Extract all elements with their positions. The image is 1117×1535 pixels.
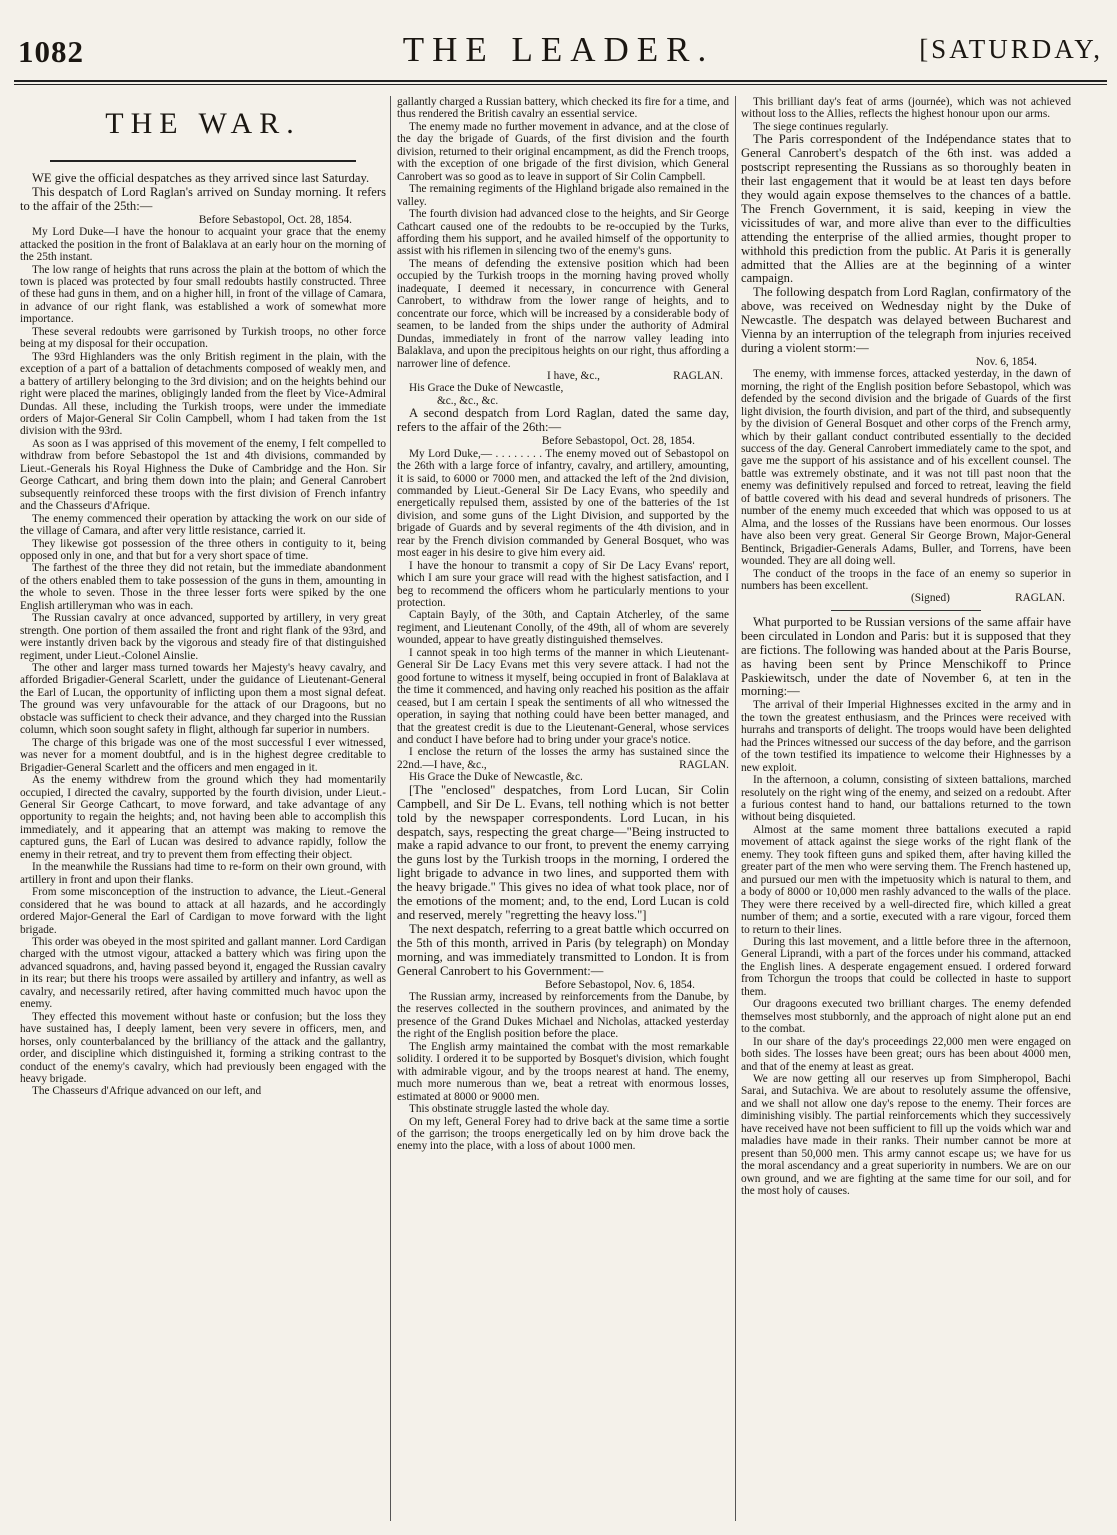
paragraph: The other and larger mass turned towards her Majesty's heavy cavalry, and afforded Brigadier-General Scarlett, under the guidance of Lieutenant-General the Earl of Lucan, the opportunity of inflicting upon them a most signal defeat. The ground was very unfavourable for the attack of our Dragoons, but no obstacle was sufficient to check their advance, and they charged into the Russian column, which soon sought safety in flight, although far superior in numbers. <box>20 662 386 737</box>
paragraph: The remaining regiments of the Highland brigade also remained in the valley. <box>397 183 729 208</box>
paragraph: This obstinate struggle lasted the whole day. <box>409 1103 610 1116</box>
sign-off: I have, &c., <box>547 369 601 382</box>
signed-label: (Signed) <box>911 592 950 605</box>
newspaper-title: THE LEADER. <box>402 30 715 69</box>
paragraph: The means of defending the extensive position which had been occupied by the Turkish troops in the morning having proved wholly inadequate, I deemed it necessary, in concurrence with General Canrobert, to withdraw from the lower range of heights, and to concentrate our force, which will be increased by a considerable body of seamen, to be landed from the ships under the authority of Admiral Dundas, immediately in front of the narrow valley leading into Balaklava, and upon the precipitous heights on our right, thus affording a narrower line of defence. <box>397 257 729 370</box>
issue-day: [SATURDAY, <box>919 34 1103 64</box>
paragraph: In the meanwhile the Russians had time to re-form on their own ground, with artillery in front and upon their flanks. <box>20 861 386 886</box>
paragraph: The Russian cavalry at once advanced, supported by artillery, in very great strength. One portion of them assailed the front and right flank of the 93rd, and were instantly driven back by the vigorous and steady fire of that distinguished regiment, under Lieut.-Colonel Ainslie. <box>20 612 386 662</box>
paragraph <box>397 746 729 771</box>
paragraph: The Paris correspondent of the Indépendance states that to General Canrobert's despatch of the 6th inst. was added a postscript representing the Russians as so thoroughly beaten in their last engagement that it would be at least ten days before they would again expose themselves to the chances of a battle. The French Government, it is said, keeping in view the vicissitudes of war, and more alive than ever to the difficulties attending the enterprise of the allied armies, thought proper to withhold this prediction from the public. At Paris it is generally admitted that the Allies are at the beginning of a winter campaign. <box>741 132 1071 286</box>
paragraph: What purported to be Russian versions of the same affair have been circulated in London and Paris: but it is supposed that they are fictions. The following was handed about at the Paris Bourse, as having been sent by Prince Menschikoff to Prince Paskiewitsch, under the date of November 6, at ten in the morning:— <box>741 614 1071 699</box>
addressee: His Grace the Duke of Newcastle, &c. <box>409 771 583 784</box>
paragraph: The farthest of the three they did not retain, but the immediate abandonment of the others enabled them to take possession of the guns in them, amounting in the whole to seven. Those in the three lesser forts were spiked by the one English artilleryman who was in each. <box>20 562 386 612</box>
paragraph: gallantly charged a Russian battery, which checked its fire for a time, and thus rendered the British cavalry an essential service. <box>397 96 729 121</box>
paragraph: WE give the official despatches as they arrived since last Saturday. <box>32 171 370 185</box>
dateline: Before Sebastopol, Nov. 6, 1854. <box>545 978 695 991</box>
paragraph: The enemy, with immense forces, attacked yesterday, in the dawn of morning, the right of the English position before Sebastopol, which was defended by the second division and the brigade of Guards of the first light division, the fourth division, and part of the third, and subsequently by the division of General Bosquet and other corps of the French army, which by their gallant conduct contributed essentially to the decided success of the day. General Canrobert immediately came to the spot, and gave me the support of his assistance and of his excellent counsel. The battle was extremely obstinate, and it was not till past noon that the enemy was definitively repulsed and forced to retreat, leaving the field of battle covered with his dead and several hundreds of prisoners. The number of the enemy much exceeded that which was opposed to us at Alma, and the losses of the Russians have been enormous. Our losses have also been very great. General Sir George Brown, Major-General Bentinck, Brigadier-Generals Adams, Buller, and Torrens, have been wounded. They are all doing well. <box>741 368 1071 568</box>
paragraph: The 93rd Highlanders was the only British regiment in the plain, with the exception of a part of a battalion of detachments composed of weakly men, and a battery of artillery belonging to the 3rd division; and on the heights behind our right were placed the marines, obligingly landed from the fleet by Vice-Admiral Dundas. All these, including the Turkish troops, were under the immediate orders of Major-General Sir Colin Campbell, whom I had taken from the 1st division with the 93rd. <box>20 350 386 438</box>
paragraph: The enemy commenced their operation by attacking the work on our side of the village of Camara, and after very little resistance, carried it. <box>20 512 386 538</box>
dateline: Before Sebastopol, Oct. 28, 1854. <box>541 435 695 448</box>
section-separator <box>831 610 981 611</box>
paragraph: The siege continues regularly. <box>753 120 889 133</box>
column-2 <box>397 96 729 1153</box>
heading-rule <box>50 160 356 162</box>
paragraph: Our dragoons executed two brilliant charges. The enemy defended themselves most stubbornly, and the approach of night alone put an end to the combat. <box>741 998 1071 1036</box>
paragraph: The following despatch from Lord Raglan, confirmatory of the above, was received on Wednesday night by the Duke of Newcastle. The despatch was delayed between Bucharest and Vienna by an interruption of the telegraph from injuries received during a violent storm:— <box>741 285 1071 355</box>
paragraph: The conduct of the troops in the face of an enemy so superior in numbers has been excellent. <box>741 567 1071 593</box>
paragraph: The Chasseurs d'Afrique advanced on our left, and <box>32 1085 262 1098</box>
paragraph: The Russian army, increased by reinforcements from the Danube, by the reserves collected in the southern provinces, and animated by the presence of the Grand Dukes Michael and Nicholas, attacked yesterday the right of the English position before the place. <box>397 990 729 1041</box>
signature-line <box>741 592 1071 604</box>
paragraph: The fourth division had advanced close to the heights, and Sir George Cathcart caused one of the redoubts to be re-occupied by the Turks, affording them his support, and he availed himself of the opportunity to assist with his riflemen in silencing two of the enemy's guns. <box>397 208 729 258</box>
paragraph: This order was obeyed in the most spirited and gallant manner. Lord Cardigan charged with the utmost vigour, attacked a battery which was firing upon the advanced squadrons, and, having passed beyond it, engaged the Russian cavalry in its rear; but there his troops were assailed by artillery and infantry, as well as cavalry, and necessarily retired, after having committed much havoc upon the enemy. <box>20 936 386 1011</box>
signature-line <box>397 370 729 382</box>
masthead <box>0 0 1117 84</box>
paragraph: In our share of the day's proceedings 22,000 men were engaged on both sides. The losses have been great; ours has been about 4000 men, and that of the enemy at least as great. <box>741 1035 1071 1073</box>
paragraph: My Lord Duke—I have the honour to acquaint your grace that the enemy attacked the position in the front of Balaklava at an early hour on the morning of the 25th instant. <box>20 226 386 264</box>
masthead-rule <box>14 80 1107 82</box>
paragraph: As the enemy withdrew from the ground which they had momentarily occupied, I directed the cavalry, supported by the fourth division, under Lieut.-General Sir George Cathcart, to move forward, and take advantage of any opportunity to regain the heights; and, not having been able to accomplish this immediately, and it appearing that an attempt was making to remove the captured guns, the Earl of Lucan was desired to advance rapidly, follow the enemy in their retreat, and try to prevent them from effecting their object. <box>20 774 386 861</box>
column-3 <box>741 96 1071 1197</box>
paragraph: A second despatch from Lord Raglan, dated the same day, refers to the affair of the 26th:— <box>397 406 729 435</box>
addressee: His Grace the Duke of Newcastle, <box>409 382 564 395</box>
signature: RAGLAN. <box>673 369 723 382</box>
paragraph: The next despatch, referring to a great battle which occurred on the 5th of this month, arrived in Paris (by telegraph) on Monday morning, and was immediately transmitted to London. It is from General Canrobert to his Government:— <box>397 921 729 978</box>
paragraph: During this last movement, and a little before three in the afternoon, General Liprandi, with a part of the forces under his command, attacked the English lines. A desperate engagement ensued. I ordered forward from Tchorgun the troops that could be collected in haste to support them. <box>741 935 1071 998</box>
paragraph: [The "enclosed" despatches, from Lord Lucan, Sir Colin Campbell, and Sir De L. Evans, tell nothing which is not better told by the newspaper correspondents. Lord Lucan, in his despatch, says, respecting the great charge—"Being instructed to make a rapid advance to our front, to prevent the enemy carrying the guns lost by the Turkish troops in the morning, I ordered the light brigade to advance in two lines, and supported them with the heavy brigade." This gives no idea of what took place, nor of the emotions of the moment; and, to the end, Lord Lucan is cold and reserved, merely "regretting the heavy loss."] <box>397 782 729 922</box>
paragraph: The enemy made no further movement in advance, and at the close of the day the brigade of Guards, of the first division and the fourth division, returned to their original encampment, as did the French troops, with the exception of one brigade of the first division, which General Canrobert was so good as to leave in support of Sir Colin Campbell. <box>397 120 729 183</box>
paragraph-text: I enclose the return of the losses the army has sustained since the 22nd.—I have, &c., <box>397 746 729 771</box>
masthead-rule-thin <box>14 84 1107 85</box>
signature: RAGLAN. <box>1015 592 1065 605</box>
paragraph: This brilliant day's feat of arms (journée), which was not achieved without loss to the Allies, reflects the highest honour upon our arms. <box>741 96 1071 121</box>
paragraph: We are now getting all our reserves up from Simpheropol, Bachi Sarai, and Sutachiva. We are about to resolutely assume the offensive, and we shall not allow one day's repose to the enemy. Their forces are diminishing visibly. The partial reinforcements which they successively have received have not been sufficient to fill up the voids which war and maladies have made in their ranks. Their number cannot be more at present than 50,000 men. This army cannot escape us; we have for us the moral ascendancy and a great superiority in numbers. We are on our own ground, and we are fighting at the same time for our soil, and for the most holy of causes. <box>741 1072 1071 1198</box>
paragraph: The English army maintained the combat with the most remarkable solidity. I ordered it to be supported by Bosquet's division, which fought with admirable vigour, and by the troops nearest at hand. The enemy, much more numerous than we, beat a retreat with enormous losses, estimated at 8000 or 9000 men. <box>397 1040 729 1103</box>
paragraph: I cannot speak in too high terms of the manner in which Lieutenant-General Sir De Lacy Evans met this very severe attack. I had not the good fortune to witness it myself, being occupied in front of Balaklava at the time it commenced, and having only reached his position as the affair ceased, but I am certain I speak the sentiments of all who witnessed the operation, in saying that nothing could have been better managed, and that the greatest credit is due to the Lieutenant-General, whose services and conduct I have before had to bring under your grace's notice. <box>397 646 729 747</box>
dateline: Nov. 6, 1854. <box>975 355 1037 368</box>
column-divider <box>735 96 736 1521</box>
column-1 <box>20 96 386 1098</box>
paragraph: Captain Bayly, of the 30th, and Captain Atcherley, of the same regiment, and Lieutenant Conolly, of the 49th, all of whom are severely wounded, appear to have greatly distinguished themselves. <box>397 609 729 647</box>
paragraph: This despatch of Lord Raglan's arrived on Sunday morning. It refers to the affair of the 25th:— <box>20 184 386 213</box>
paragraph: In the afternoon, a column, consisting of sixteen battalions, marched resolutely on the right wing of the enemy, and seized on a redoubt. After a furious contest hand to hand, our battalions returned to the town without being disquieted. <box>741 774 1071 824</box>
section-heading: THE WAR. <box>105 107 301 140</box>
paragraph: The arrival of their Imperial Highnesses excited in the army and in the town the greatest enthusiasm, and the Princes were received with hurrahs and transports of delight. The troops would have been delighted had the Princes witnessed our success of the day before, and the garrison of the town testified its impatience to welcome their Highnesses by a new exploit. <box>741 699 1071 774</box>
paragraph: They likewise got possession of the three others in contiguity to it, being opposed only in one, and that but for a very short space of time. <box>20 537 386 562</box>
addressee-etc: &c., &c., &c. <box>437 394 499 407</box>
paragraph: My Lord Duke,— . . . . . . . . The enemy moved out of Sebastopol on the 26th with a large force of infantry, cavalry, and artillery, amounting, it is said, to 6000 or 7000 men, and attacked the left of the 2nd division, commanded by Lieut.-General Sir De Lacy Evans, who speedily and energetically repulsed them, assisted by one of the batteries of the 1st division, and some guns of the Light Division, and supported by the brigade of Guards and by several regiments of the 4th division, and in rear by the French division commanded by General Bosquet, who was most eager in his desire to give him every aid. <box>397 447 729 560</box>
signature: RAGLAN. <box>679 758 729 771</box>
paragraph: Almost at the same moment three battalions executed a rapid movement of attack against the siege works of the right flank of the enemy. They took fifteen guns and spiked them, after having killed the greater part of the men who were serving them. The French hastened up, and pursued our men with the impetuosity which is natural to them, and a body of 8000 or 10,000 men rashly advanced to the walls of the place. They were there received by a well-directed fire, which killed a great number of them; and a sortie, executed with a rare vigour, forced them to return to their lines. <box>741 823 1071 936</box>
dateline: Before Sebastopol, Oct. 28, 1854. <box>198 213 352 226</box>
paragraph: On my left, General Forey had to drive back at the same time a sortie of the garrison; the troops energetically led on by him drove back the enemy into the place, with a loss of about 1000 men. <box>397 1115 729 1153</box>
paragraph: The charge of this brigade was one of the most successful I ever witnessed, was never for a moment doubtful, and is in the highest degree creditable to Brigadier-General Scarlett and the officers and men engaged in it. <box>20 736 386 774</box>
paragraph: The low range of heights that runs across the plain at the bottom of which the town is placed was protected by four small redoubts hastily constructed. Three of these had guns in them, and on a higher hill, in front of the village of Camara, in advance of our right flank, was established a work of somewhat more importance. <box>20 263 386 326</box>
paragraph: These several redoubts were garrisoned by Turkish troops, no other force being at my disposal for their occupation. <box>20 325 386 351</box>
paragraph: They effected this movement without haste or confusion; but the loss they have sustained has, I deeply lament, been very severe in officers, men, and horses, only counterbalanced by the brilliancy of the attack and the gallantry, order, and discipline which distinguished it, forming a striking contrast to the conduct of the enemy's cavalry, which had previously been engaged with the heavy brigade. <box>20 1010 386 1085</box>
paragraph: I have the honour to transmit a copy of Sir De Lacy Evans' report, which I am sure your grace will read with the highest satisfaction, and I beg to recommend the officers whom he particularly mentions to your protection. <box>397 559 729 610</box>
column-divider <box>390 96 391 1521</box>
paragraph: As soon as I was apprised of this movement of the enemy, I felt compelled to withdraw from before Sebastopol the 1st and 4th divisions, commanded by Lieut.-Generals his Royal Highness the Duke of Cambridge and the Hon. Sir George Cathcart, and bring them down into the plain; and General Canrobert subsequently reinforced these troops with the first division of French infantry and the Chasseurs d'Afrique. <box>20 437 386 513</box>
paragraph: From some misconception of the instruction to advance, the Lieut.-General considered that he was bound to attack at all hazards, and he accordingly ordered Major-General the Earl of Cardigan to move forward with the light brigade. <box>20 886 386 936</box>
page-number: 1082 <box>18 34 84 69</box>
